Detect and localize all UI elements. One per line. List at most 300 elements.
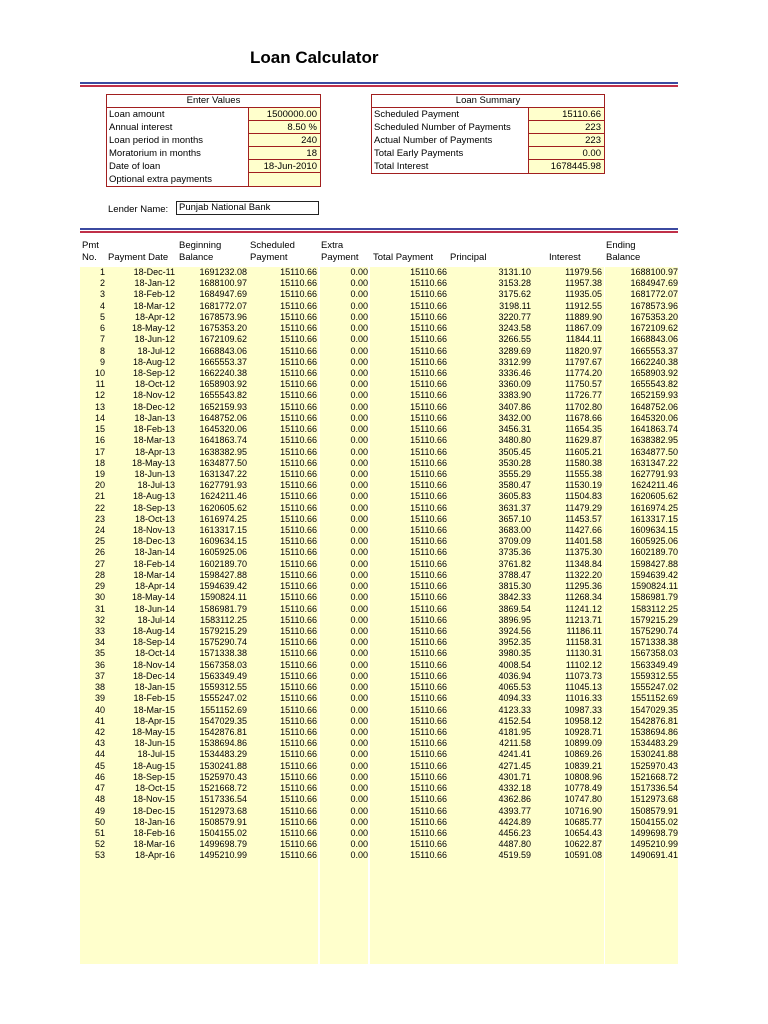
scheduled-payment-cell: 15110.66 [280, 356, 317, 367]
extra-payment-cell: 0.00 [350, 592, 368, 603]
ending-balance-cell: 1602189.70 [630, 547, 678, 558]
table-row [80, 637, 678, 648]
pmt-no-cell: 32 [94, 614, 105, 625]
pmt-no-cell: 36 [94, 659, 105, 670]
payment-date-cell: 18-Mar-14 [133, 569, 175, 580]
extra-payment-cell: 0.00 [350, 783, 368, 794]
total-payment-cell: 15110.66 [410, 693, 447, 704]
beginning-balance-cell: 1675353.20 [199, 323, 247, 334]
extra-payment-cell: 0.00 [350, 334, 368, 345]
interest-cell: 11702.80 [565, 401, 602, 412]
interest-cell: 10747.80 [564, 794, 602, 805]
interest-cell: 10928.71 [564, 726, 602, 737]
pmt-no-cell: 12 [94, 390, 105, 401]
total-payment-cell: 15110.66 [410, 682, 447, 693]
table-row [80, 693, 678, 704]
payment-date-cell: 18-Sep-14 [132, 637, 175, 648]
table-row [80, 794, 678, 805]
payment-date-cell: 18-Jul-12 [137, 345, 175, 356]
pmt-no-cell: 53 [94, 850, 105, 861]
principal-cell: 4393.77 [498, 805, 531, 816]
payment-date-cell: 18-Feb-16 [133, 827, 175, 838]
extra-payment-cell: 0.00 [350, 513, 368, 524]
scheduled-payment-cell: 15110.66 [280, 626, 317, 636]
principal-cell: 3788.47 [498, 569, 531, 580]
interest-cell: 10899.09 [564, 738, 602, 749]
beginning-balance-cell: 1613317.15 [199, 525, 247, 536]
principal-cell: 3153.28 [498, 278, 531, 289]
table-row [80, 559, 678, 570]
payment-date-cell: 18-Dec-14 [132, 670, 175, 681]
principal-cell: 3735.36 [498, 547, 531, 558]
pmt-no-cell: 14 [94, 412, 105, 423]
total-payment-cell: 15110.66 [410, 278, 447, 289]
principal-cell: 3383.90 [498, 390, 531, 401]
col-principal: Principal [450, 252, 487, 263]
interest-cell: 11045.13 [565, 682, 602, 693]
interest-cell: 11555.38 [565, 468, 602, 479]
extra-payment-cell: 0.00 [350, 670, 368, 681]
payment-date-cell: 18-Oct-12 [134, 379, 175, 390]
table-row [80, 458, 678, 469]
total-payment-cell: 15110.66 [410, 267, 447, 277]
table-row [80, 682, 678, 693]
interest-cell: 11158.31 [565, 637, 602, 648]
pmt-no-cell: 24 [94, 525, 105, 536]
beginning-balance-cell: 1641863.74 [199, 435, 247, 446]
table-row [80, 514, 678, 525]
table-row [80, 839, 678, 850]
principal-cell: 3530.28 [498, 457, 531, 468]
payment-date-cell: 18-Apr-14 [134, 581, 175, 592]
table-row [80, 547, 678, 558]
pmt-no-cell: 31 [94, 603, 105, 614]
principal-cell: 4211.58 [499, 738, 531, 749]
payment-date-cell: 18-Jan-14 [134, 547, 175, 558]
extra-payment-cell: 0.00 [350, 693, 368, 704]
pmt-no-cell: 1 [99, 267, 105, 277]
pmt-no-cell: 50 [94, 816, 105, 827]
payment-date-cell: 18-May-15 [131, 726, 175, 737]
pmt-no-cell: 44 [94, 749, 105, 760]
scheduled-payment-cell: 15110.66 [280, 345, 317, 356]
payment-date-cell: 18-Dec-11 [133, 267, 175, 277]
lender-label: Lender Name: [108, 204, 169, 215]
total-interest-label: Total Interest [374, 161, 429, 172]
beginning-balance-cell: 1627791.93 [199, 480, 247, 491]
pmt-no-cell: 7 [99, 334, 105, 345]
beginning-balance-cell: 1681772.07 [199, 300, 247, 311]
scheduled-payment-cell: 15110.66 [280, 682, 317, 693]
beginning-balance-cell: 1559312.55 [199, 682, 247, 693]
extra-payment-cell: 0.00 [350, 581, 368, 592]
extra-payment-cell: 0.00 [350, 794, 368, 805]
ending-balance-cell: 1512973.68 [630, 794, 678, 805]
beginning-balance-cell: 1551152.69 [200, 704, 247, 715]
ending-balance-cell: 1624211.46 [631, 480, 678, 491]
early-payments-row [372, 147, 604, 160]
principal-cell: 3198.11 [499, 300, 531, 311]
principal-cell: 4301.71 [498, 771, 531, 782]
principal-cell: 3869.54 [498, 603, 531, 614]
beginning-balance-cell: 1547029.35 [199, 715, 247, 726]
table-row [80, 536, 678, 547]
total-payment-cell: 15110.66 [410, 626, 447, 636]
total-payment-cell: 15110.66 [410, 816, 447, 827]
col-sched-line1: Scheduled [250, 240, 295, 251]
total-payment-cell: 15110.66 [410, 334, 447, 345]
interest-cell: 11375.30 [565, 547, 602, 558]
principal-cell: 3631.37 [498, 502, 531, 513]
table-row [80, 323, 678, 334]
interest-cell: 10808.96 [564, 771, 602, 782]
table-row [80, 357, 678, 368]
extra-payment-cell: 0.00 [350, 356, 368, 367]
payment-date-cell: 18-Oct-15 [134, 783, 175, 794]
beginning-balance-cell: 1638382.95 [199, 446, 247, 457]
ending-balance-cell: 1688100.97 [630, 267, 678, 277]
table-row [80, 413, 678, 424]
annual-interest-input[interactable]: 8.50 % [248, 121, 320, 134]
interest-cell: 11844.11 [565, 334, 602, 345]
payment-date-cell: 18-Dec-12 [132, 401, 175, 412]
extra-payment-cell: 0.00 [350, 704, 368, 715]
extra-payment-cell: 0.00 [350, 715, 368, 726]
table-divider [80, 228, 678, 233]
payment-date-cell: 18-Jul-13 [137, 480, 175, 491]
extra-payment-cell: 0.00 [350, 401, 368, 412]
extra-payment-cell: 0.00 [350, 603, 368, 614]
total-payment-cell: 15110.66 [410, 502, 447, 513]
table-row [80, 503, 678, 514]
extra-payment-cell: 0.00 [350, 278, 368, 289]
extra-payment-cell: 0.00 [350, 311, 368, 322]
total-payment-cell: 15110.66 [410, 300, 447, 311]
interest-cell: 10987.33 [564, 704, 602, 715]
scheduled-payment-cell: 15110.66 [280, 401, 317, 412]
ending-balance-cell: 1567358.03 [630, 648, 678, 659]
total-payment-cell: 15110.66 [410, 424, 447, 435]
interest-cell: 10716.90 [564, 805, 602, 816]
actual-count-value: 223 [528, 134, 604, 147]
pmt-no-cell: 5 [99, 311, 105, 322]
beginning-balance-cell: 1525970.43 [199, 771, 247, 782]
payment-date-cell: 18-Jun-13 [134, 468, 175, 479]
scheduled-payment-cell: 15110.66 [280, 457, 317, 468]
beginning-balance-cell: 1655543.82 [199, 390, 247, 401]
total-payment-cell: 15110.66 [410, 525, 447, 536]
col-extra-line2: Payment [321, 252, 359, 263]
table-row [80, 289, 678, 300]
extra-payment-cell: 0.00 [350, 502, 368, 513]
principal-cell: 3924.56 [498, 626, 531, 636]
interest-cell: 11427.66 [565, 525, 602, 536]
pmt-no-cell: 18 [94, 457, 105, 468]
beginning-balance-cell: 1609634.15 [199, 536, 247, 547]
enter-values-header: Enter Values [107, 95, 320, 108]
extra-payment-cell: 0.00 [350, 435, 368, 446]
payment-date-cell: 18-Jan-12 [134, 278, 175, 289]
ending-balance-cell: 1575290.74 [630, 626, 678, 636]
scheduled-count-row [372, 121, 604, 134]
interest-cell: 11295.36 [565, 581, 602, 592]
moratorium-row [107, 147, 320, 160]
extra-payment-cell: 0.00 [350, 626, 368, 636]
beginning-balance-cell: 1575290.74 [199, 637, 247, 648]
interest-cell: 10654.43 [564, 827, 602, 838]
payment-date-cell: 18-Mar-12 [133, 300, 175, 311]
moratorium-input[interactable]: 18 [248, 147, 320, 160]
scheduled-payment-cell: 15110.66 [280, 816, 317, 827]
total-payment-cell: 15110.66 [410, 715, 447, 726]
interest-cell: 11016.33 [565, 693, 602, 704]
scheduled-payment-cell: 15110.66 [280, 502, 317, 513]
total-payment-cell: 15110.66 [410, 569, 447, 580]
scheduled-payment-cell: 15110.66 [280, 300, 317, 311]
col-interest: Interest [549, 252, 581, 263]
payment-date-cell: 18-Sep-13 [132, 502, 175, 513]
scheduled-payment-cell: 15110.66 [280, 334, 317, 345]
pmt-no-cell: 29 [94, 581, 105, 592]
interest-cell: 11530.19 [565, 480, 602, 491]
extra-payment-cell: 0.00 [350, 345, 368, 356]
pmt-no-cell: 8 [99, 345, 105, 356]
scheduled-payment-cell: 15110.66 [280, 278, 317, 289]
total-payment-cell: 15110.66 [410, 446, 447, 457]
principal-cell: 3336.46 [498, 367, 531, 378]
total-payment-cell: 15110.66 [410, 401, 447, 412]
ending-balance-cell: 1605925.06 [630, 536, 678, 547]
beginning-balance-cell: 1495210.99 [199, 850, 247, 861]
extra-payment-cell: 0.00 [350, 289, 368, 300]
early-payments-value: 0.00 [528, 147, 604, 160]
extra-payment-cell: 0.00 [350, 457, 368, 468]
total-payment-cell: 15110.66 [410, 760, 447, 771]
principal-cell: 3175.62 [498, 289, 531, 300]
loan-amount-input[interactable]: 1500000.00 [248, 108, 320, 121]
scheduled-payment-cell: 15110.66 [280, 614, 317, 625]
extra-payment-cell: 0.00 [350, 412, 368, 423]
scheduled-payment-cell: 15110.66 [280, 760, 317, 771]
ending-balance-cell: 1616974.25 [630, 502, 678, 513]
scheduled-payment-cell: 15110.66 [280, 513, 317, 524]
beginning-balance-cell: 1605925.06 [199, 547, 247, 558]
early-payments-label: Total Early Payments [374, 148, 464, 159]
pmt-no-cell: 46 [94, 771, 105, 782]
principal-cell: 3815.30 [498, 581, 531, 592]
payment-date-cell: 18-Jun-12 [134, 334, 175, 345]
principal-cell: 3605.83 [498, 491, 531, 502]
scheduled-count-value: 223 [528, 121, 604, 134]
beginning-balance-cell: 1634877.50 [199, 457, 247, 468]
payment-date-cell: 18-Nov-15 [132, 794, 175, 805]
principal-cell: 4181.95 [498, 726, 531, 737]
pmt-no-cell: 9 [99, 356, 105, 367]
payment-date-cell: 18-Sep-15 [132, 771, 175, 782]
extra-payment-cell: 0.00 [350, 659, 368, 670]
pmt-no-cell: 48 [94, 794, 105, 805]
loan-period-row [107, 134, 320, 147]
beginning-balance-cell: 1508579.91 [199, 816, 247, 827]
scheduled-payment-cell: 15110.66 [280, 547, 317, 558]
interest-cell: 10778.49 [564, 783, 602, 794]
ending-balance-cell: 1681772.07 [630, 289, 678, 300]
ending-balance-cell: 1668843.06 [630, 334, 678, 345]
ending-balance-cell: 1521668.72 [630, 771, 678, 782]
ending-balance-cell: 1555247.02 [630, 682, 678, 693]
payment-date-cell: 18-Mar-15 [133, 704, 175, 715]
pmt-no-cell: 39 [94, 693, 105, 704]
col-total: Total Payment [373, 252, 434, 263]
pmt-no-cell: 40 [94, 704, 105, 715]
pmt-no-cell: 6 [99, 323, 105, 334]
extra-payment-cell: 0.00 [350, 547, 368, 558]
beginning-balance-cell: 1594639.42 [199, 581, 247, 592]
scheduled-payment-cell: 15110.66 [280, 738, 317, 749]
scheduled-payment-cell: 15110.66 [280, 603, 317, 614]
ending-balance-cell: 1538694.86 [630, 726, 678, 737]
table-row [80, 491, 678, 502]
loan-summary-header: Loan Summary [372, 95, 604, 108]
loan-period-label: Loan period in months [109, 135, 204, 146]
beginning-balance-cell: 1571338.38 [199, 648, 247, 659]
principal-cell: 3360.09 [498, 379, 531, 390]
loan-period-input[interactable]: 240 [248, 134, 320, 147]
table-row [80, 525, 678, 536]
total-payment-cell: 15110.66 [410, 794, 447, 805]
ending-balance-cell: 1517336.54 [630, 783, 678, 794]
payment-date-cell: 18-Mar-16 [133, 839, 175, 850]
table-row [80, 727, 678, 738]
payment-date-cell: 18-Jun-14 [134, 603, 175, 614]
total-payment-cell: 15110.66 [410, 592, 447, 603]
payment-date-cell: 18-Aug-13 [132, 491, 175, 502]
ending-balance-cell: 1672109.62 [630, 323, 678, 334]
payment-date-cell: 18-Jan-15 [134, 682, 175, 693]
ending-balance-cell: 1547029.35 [630, 704, 678, 715]
scheduled-payment-cell: 15110.66 [280, 424, 317, 435]
table-row [80, 772, 678, 783]
table-row [80, 806, 678, 817]
scheduled-payment-cell: 15110.66 [280, 558, 317, 569]
loan-date-input[interactable]: 18-Jun-2010 [248, 160, 320, 173]
lender-name-input[interactable]: Punjab National Bank [176, 201, 319, 215]
ending-balance-cell: 1620605.62 [630, 491, 678, 502]
payment-date-cell: 18-May-13 [131, 457, 175, 468]
pmt-no-cell: 10 [94, 367, 105, 378]
scheduled-payment-cell: 15110.66 [280, 267, 317, 277]
extra-payment-cell: 0.00 [350, 816, 368, 827]
interest-cell: 11935.05 [565, 289, 602, 300]
principal-cell: 4241.41 [498, 749, 531, 760]
pmt-no-cell: 42 [94, 726, 105, 737]
table-row [80, 660, 678, 671]
principal-cell: 3952.35 [498, 637, 531, 648]
ending-balance-cell: 1638382.95 [630, 435, 678, 446]
pmt-no-cell: 16 [94, 435, 105, 446]
extra-payment-cell: 0.00 [350, 536, 368, 547]
scheduled-payment-cell: 15110.66 [280, 435, 317, 446]
ending-balance-cell: 1508579.91 [630, 805, 678, 816]
pmt-no-cell: 2 [99, 278, 105, 289]
ending-balance-cell: 1559312.55 [630, 670, 678, 681]
pmt-no-cell: 13 [94, 401, 105, 412]
extra-payments-input[interactable] [248, 173, 320, 186]
beginning-balance-cell: 1620605.62 [199, 502, 247, 513]
extra-payment-cell: 0.00 [350, 614, 368, 625]
interest-cell: 10591.08 [564, 850, 602, 861]
interest-cell: 11750.57 [565, 379, 602, 390]
ending-balance-cell: 1684947.69 [630, 278, 678, 289]
scheduled-payment-cell: 15110.66 [280, 480, 317, 491]
interest-cell: 11889.90 [565, 311, 602, 322]
loan-date-row [107, 160, 320, 173]
table-row [80, 346, 678, 357]
ending-balance-cell: 1645320.06 [630, 412, 678, 423]
payment-date-cell: 18-Apr-15 [134, 715, 175, 726]
interest-cell: 11322.20 [565, 569, 602, 580]
principal-cell: 4094.33 [498, 693, 531, 704]
payment-date-cell: 18-May-12 [131, 323, 175, 334]
payment-date-cell: 18-Aug-14 [132, 626, 175, 636]
ending-balance-cell: 1490691.41 [630, 850, 678, 861]
table-row [80, 379, 678, 390]
interest-cell: 11186.11 [566, 626, 602, 636]
beginning-balance-cell: 1616974.25 [199, 513, 247, 524]
principal-cell: 3456.31 [498, 424, 531, 435]
pmt-no-cell: 3 [99, 289, 105, 300]
payment-date-cell: 18-Oct-14 [134, 648, 175, 659]
beginning-balance-cell: 1691232.08 [199, 267, 247, 277]
total-payment-cell: 15110.66 [410, 390, 447, 401]
beginning-balance-cell: 1624211.46 [200, 491, 247, 502]
pmt-no-cell: 49 [94, 805, 105, 816]
total-payment-cell: 15110.66 [410, 738, 447, 749]
total-payment-cell: 15110.66 [410, 547, 447, 558]
scheduled-payment-value: 15110.66 [528, 108, 604, 121]
scheduled-payment-cell: 15110.66 [280, 323, 317, 334]
scheduled-payment-label: Scheduled Payment [374, 109, 460, 120]
total-payment-cell: 15110.66 [410, 491, 447, 502]
pmt-no-cell: 25 [94, 536, 105, 547]
interest-cell: 11401.58 [565, 536, 602, 547]
interest-cell: 10622.87 [564, 839, 602, 850]
principal-cell: 3312.99 [498, 356, 531, 367]
interest-cell: 11629.87 [565, 435, 602, 446]
scheduled-payment-cell: 15110.66 [280, 726, 317, 737]
extra-payment-cell: 0.00 [350, 390, 368, 401]
ending-balance-cell: 1525970.43 [630, 760, 678, 771]
extra-payment-cell: 0.00 [350, 424, 368, 435]
pmt-no-cell: 51 [94, 827, 105, 838]
payment-date-cell: 18-Sep-12 [132, 367, 175, 378]
extra-payment-cell: 0.00 [350, 771, 368, 782]
principal-cell: 4036.94 [498, 670, 531, 681]
total-payment-cell: 15110.66 [410, 827, 447, 838]
principal-cell: 4123.33 [498, 704, 531, 715]
table-row [80, 626, 678, 637]
ending-balance-cell: 1590824.11 [631, 581, 678, 592]
beginning-balance-cell: 1658903.92 [199, 379, 247, 390]
extra-payment-cell: 0.00 [350, 682, 368, 693]
principal-cell: 4519.59 [498, 850, 531, 861]
extra-payment-cell: 0.00 [350, 323, 368, 334]
scheduled-payment-cell: 15110.66 [280, 805, 317, 816]
interest-cell: 11774.20 [565, 367, 602, 378]
ending-balance-cell: 1658903.92 [630, 367, 678, 378]
total-payment-cell: 15110.66 [410, 356, 447, 367]
pmt-no-cell: 47 [94, 783, 105, 794]
